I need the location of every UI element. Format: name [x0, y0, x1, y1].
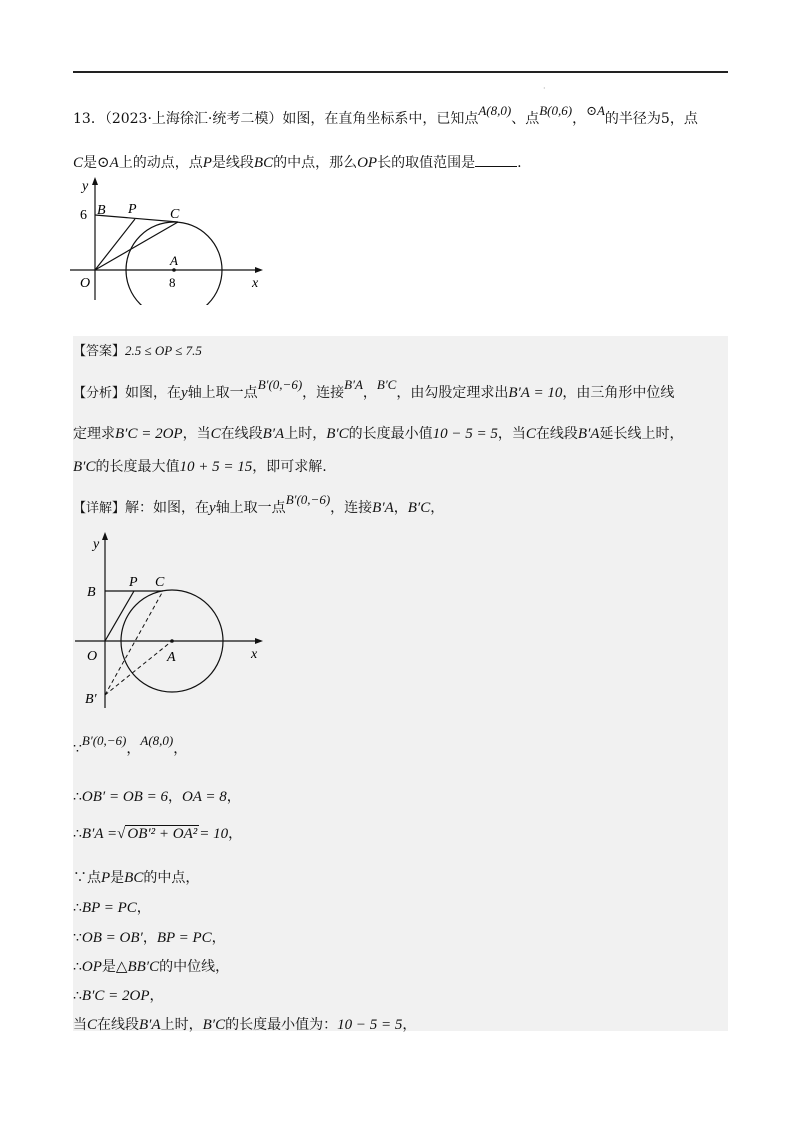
question-text: . [517, 155, 522, 171]
step-text: 是 [101, 959, 116, 975]
math-ba: B′A [139, 1017, 161, 1033]
step-6 [73, 927, 226, 947]
math-c: C [525, 426, 536, 442]
radicand: OB′² + OA² [127, 826, 198, 842]
because-symbol: ∵ [73, 741, 82, 757]
step-text: ， [149, 988, 164, 1004]
math-triangle: △BB′C [115, 959, 160, 975]
step-text: 在线段 [97, 1017, 140, 1033]
question-number: 13． [73, 111, 105, 127]
label-a: A [167, 650, 176, 665]
math-eq: 10 − 5 = 5 [432, 426, 498, 442]
step-text: ， [136, 900, 151, 916]
step-text: ， [142, 930, 157, 946]
analysis-line-3 [73, 456, 327, 476]
detail-text: 解：如图，在 [125, 500, 210, 516]
analysis-text: ， [362, 385, 377, 401]
label-x: x [251, 647, 258, 662]
step-text: 上时， [160, 1017, 203, 1033]
math-bc: BC [253, 155, 274, 171]
detail-text: 轴上取一点 [215, 500, 286, 516]
analysis-text: ，由勾股定理求出 [396, 385, 509, 401]
label-o: O [80, 276, 91, 291]
step-text: ， [211, 930, 226, 946]
question-line-2 [73, 152, 522, 172]
step-5 [73, 897, 151, 917]
step-text: ， [126, 741, 141, 757]
step-text: ， [173, 741, 188, 757]
question-text: 的中点，那么 [273, 155, 358, 171]
segment-b-prime-a [105, 641, 172, 695]
answer-tag: 【答案】 [73, 344, 126, 359]
segment-op [105, 591, 134, 641]
analysis-text: ，即可求解. [252, 459, 327, 475]
x-arrow [255, 638, 263, 644]
math-eq: B′C = 2OP [115, 426, 183, 442]
detail-text: ， [393, 500, 408, 516]
circle-a: ⊙A [97, 155, 119, 171]
answer-value: 2.5 ≤ OP ≤ 7.5 [125, 343, 202, 358]
x-arrow [255, 267, 263, 273]
analysis-text: 的长度最小值 [348, 426, 433, 442]
question-line-1 [73, 103, 698, 128]
step-text: 的中位线， [159, 959, 230, 975]
question-text: 长的取值范围是 [377, 155, 476, 171]
detail-line [73, 492, 445, 517]
center-a [170, 639, 174, 643]
segment-op [95, 219, 135, 270]
question-text: 是 [83, 155, 98, 171]
question-text: 、点 [511, 111, 540, 127]
label-x: x [252, 276, 259, 291]
math-op: OP [357, 155, 378, 171]
step-text: ， [402, 1017, 417, 1033]
y-arrow [102, 532, 108, 540]
analysis-line-2 [73, 423, 684, 443]
therefore-symbol: ∴ [73, 900, 82, 916]
label-p: P [129, 575, 138, 590]
analysis-text: ，当 [497, 426, 526, 442]
label-b: B [87, 585, 96, 600]
math-op: OP [81, 959, 102, 975]
analysis-text: 轴上取一点 [187, 385, 258, 401]
math-bc: B′C [73, 459, 96, 475]
math-eq: B′C = 2OP [81, 988, 150, 1004]
y-arrow [92, 177, 98, 185]
math-y: y [209, 500, 216, 516]
math-eq: OB′ = OB = 6 [81, 789, 168, 805]
analysis-text: 在线段 [220, 426, 263, 442]
math-eq: B′A = [81, 826, 118, 842]
label-b-prime: B′ [85, 692, 97, 707]
math-ba: B′A [344, 377, 363, 392]
step-text: ， [228, 826, 243, 842]
math-p: P [101, 870, 111, 886]
figure-1 [60, 175, 270, 305]
step-text: 的长度最小值为： [225, 1017, 338, 1033]
page-mark: · [543, 84, 546, 93]
figure-2 [75, 528, 275, 713]
math-eq: B′A = 10 [508, 385, 563, 401]
point-b-prime: B′(0,−6) [285, 492, 331, 507]
analysis-text: ，当 [182, 426, 211, 442]
math-ba: B′A [577, 426, 600, 442]
analysis-line-1 [73, 377, 675, 402]
because-symbol: ∵ [73, 870, 87, 886]
step-text: ， [226, 789, 241, 805]
step-8 [73, 985, 164, 1005]
point-b-prime: B′(0,−6) [81, 733, 127, 748]
analysis-text: 如图，在 [125, 385, 182, 401]
math-c: C [210, 426, 221, 442]
question-text: ， [572, 111, 587, 127]
answer-line [73, 340, 202, 359]
point-a: A(8,0) [478, 103, 512, 118]
math-bc: B′C [202, 1017, 226, 1033]
analysis-text: ，由三角形中位线 [562, 385, 675, 401]
analysis-text: 定理求 [73, 426, 115, 442]
step-1 [73, 733, 188, 758]
label-c: C [155, 575, 165, 590]
center-a [172, 268, 176, 272]
question-text: 是线段 [211, 155, 254, 171]
math-eq: 10 − 5 = 5 [337, 1017, 403, 1033]
math-eq: OA = 8 [181, 789, 227, 805]
math-bc: B′C [326, 426, 349, 442]
analysis-text: 在线段 [535, 426, 578, 442]
analysis-text: ，连接 [302, 385, 345, 401]
step-text: 点 [87, 870, 101, 886]
analysis-tag: 【分析】 [73, 386, 126, 401]
analysis-text: 的长度最大值 [95, 459, 180, 475]
math-bc: B′C [376, 377, 397, 392]
step-7 [73, 956, 229, 976]
question-text: 的半径为5，点 [604, 111, 698, 127]
label-six: 6 [80, 208, 87, 223]
label-a: A [170, 253, 178, 268]
step-text: 当 [73, 1017, 87, 1033]
math-eq: BP = PC [156, 930, 212, 946]
header-rule [73, 71, 728, 73]
math-y: y [181, 385, 188, 401]
math-bc: B′C [407, 500, 431, 516]
therefore-symbol: ∴ [73, 789, 82, 805]
math-eq: BP = PC [81, 900, 137, 916]
detail-text: ，连接 [330, 500, 373, 516]
step-2 [73, 786, 241, 806]
math-c: C [73, 155, 84, 171]
step-4 [73, 867, 199, 887]
step-9 [73, 1014, 416, 1034]
analysis-text: 上时， [284, 426, 327, 442]
label-y: y [93, 537, 100, 552]
label-o: O [87, 649, 98, 664]
label-y: y [82, 179, 89, 194]
label-p: P [128, 202, 137, 217]
label-eight: 8 [169, 275, 176, 290]
answer-blank [475, 154, 517, 167]
therefore-symbol: ∴ [73, 988, 82, 1004]
segment-oc [95, 222, 178, 270]
question-text: 上的动点，点 [118, 155, 203, 171]
point-a: A(8,0) [140, 733, 174, 748]
detail-text: ， [430, 500, 445, 516]
math-eq: = 10 [199, 826, 229, 842]
detail-tag: 【详解】 [73, 501, 126, 516]
label-c: C [170, 207, 180, 222]
point-b: B(0,6) [539, 103, 573, 118]
step-text: 是 [110, 870, 125, 886]
point-b-prime: B′(0,−6) [257, 377, 303, 392]
math-ba: B′A [262, 426, 285, 442]
step-text: ， [167, 789, 182, 805]
math-eq: 10 + 5 = 15 [179, 459, 253, 475]
question-text: 如图，在直角坐标系中，已知点 [282, 111, 479, 127]
math-eq: OB = OB′ [81, 930, 143, 946]
math-c: C [87, 1017, 98, 1033]
math-bc: BC [124, 870, 144, 886]
therefore-symbol: ∴ [73, 826, 82, 842]
math-p: P [202, 155, 212, 171]
step-text: 的中点， [143, 870, 200, 886]
math-ba: B′A [372, 500, 394, 516]
analysis-text: 延长线上时， [599, 426, 684, 442]
step-3 [73, 823, 242, 843]
therefore-symbol: ∴ [73, 959, 82, 975]
circle-a: ⊙A [586, 103, 605, 118]
label-b: B [97, 203, 106, 218]
sqrt-sign: √ [117, 826, 126, 842]
because-symbol: ∵ [73, 930, 82, 946]
question-source: （2023·上海徐汇·统考二模） [104, 111, 283, 127]
